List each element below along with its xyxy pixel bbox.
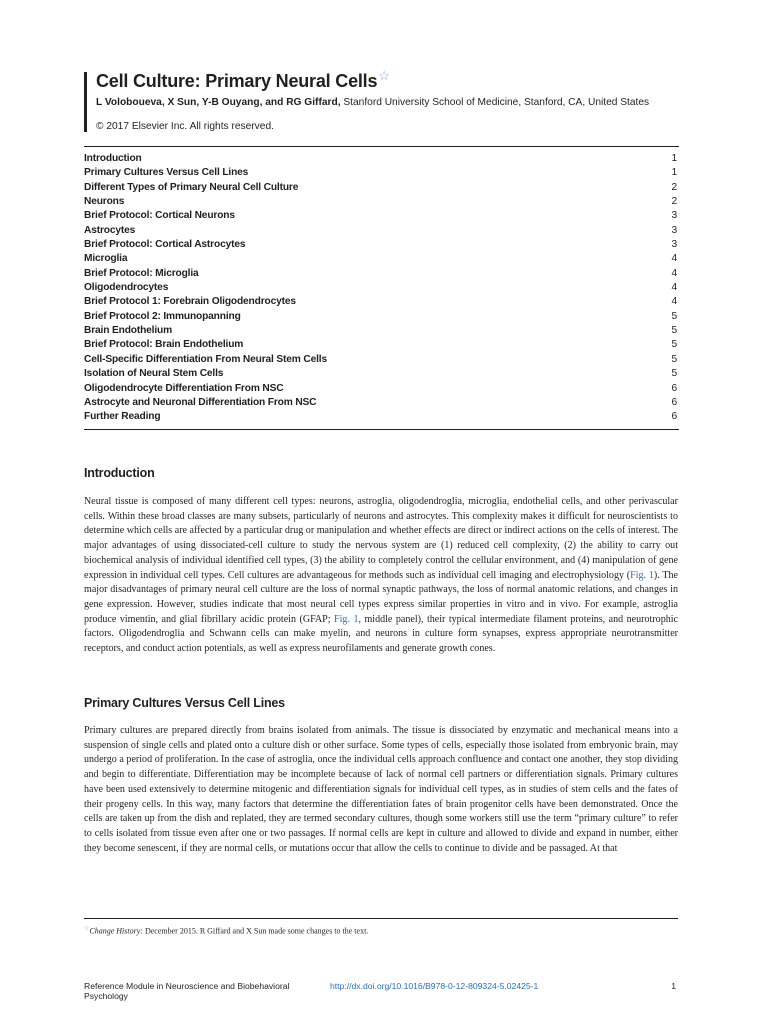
change-history-star-icon[interactable]: ☆ — [378, 68, 390, 83]
toc-entry-label: Brief Protocol 2: Immunopanning — [84, 310, 241, 322]
toc-entry[interactable] — [84, 396, 679, 410]
section-heading-primary-cultures: Primary Cultures Versus Cell Lines — [84, 696, 285, 710]
footnote-rule — [84, 918, 678, 919]
toc-entry[interactable] — [84, 252, 679, 266]
authors: L Voloboueva, X Sun, Y-B Ouyang, and RG Giffard, — [96, 97, 341, 108]
toc-entry[interactable] — [84, 224, 679, 238]
toc-entry-page: 1 — [671, 167, 677, 179]
toc-entry-page: 3 — [671, 239, 677, 251]
toc-entry[interactable] — [84, 310, 679, 324]
affiliation: Stanford University School of Medicine, Stanford, CA, United States — [340, 97, 650, 108]
toc-entry-label: Oligodendrocytes — [84, 282, 169, 294]
toc-entry-page: 6 — [671, 396, 677, 408]
toc-entry[interactable] — [84, 353, 679, 367]
toc-entry[interactable] — [84, 209, 679, 223]
toc-entry-label: Further Reading — [84, 411, 161, 423]
primary-cultures-paragraph: Primary cultures are prepared directly from brains isolated from animals. The tissue is dissociated by enzymatic and mechanical means into a suspension of single cells and plated onto a culture dish or other surface. Some types of cells, especially those isolated from embryonic brain, may undergo a period of proliferation. In the case of astroglia, once the individual cells approach confluence and contact one another, they stop dividing and begin to differentiate. Differentiation may be incomplete because of lack of normal cell partners or differentiation signals. Primary cultures have been used extensively to determine mitogenic and differentiation signals for individual cell types, as in studies of stem cells and the fates of their progeny cells. In this way, many factors that determine the differentiation fates of brain progenitor cells have been demonstrated. Once the cells are taken up from the dish and replated, they are termed secondary cultures, though some workers still use the term “primary culture” to refer to cells isolated from tissue even after one or two passages. If normal cells are kept in culture and allowed to divide and expand in number, either they become senescent, if they are normal cells, or mutations occur that allow the cells to continue to divide and be passaged. At that — [84, 725, 678, 854]
toc-entry-page: 6 — [671, 382, 677, 394]
toc-entry[interactable] — [84, 410, 679, 424]
toc-entry-page: 4 — [671, 282, 677, 294]
footer-source: Reference Module in Neuroscience and Biobehavioral Psychology — [84, 981, 290, 1001]
toc-entry-page: 3 — [671, 224, 677, 236]
toc-entry[interactable] — [84, 338, 679, 352]
toc-entry[interactable] — [84, 267, 679, 281]
toc-entry[interactable] — [84, 295, 679, 309]
toc-entry-page: 4 — [671, 267, 677, 279]
toc-entry[interactable] — [84, 181, 679, 195]
introduction-paragraph: Neural tissue is composed of many different cell types: neurons, astroglia, oligodendroglia, microglia, endothelial cells, and other perivascular cells. Within these broad classes are many subsets, particularly of neurons and astrocytes. This complexity makes it difficult for neuroscientists to determine which cells are affected by a particular drug or manipulation and whether effects are direct or indirect actions on the cells of interest. The major advantages of using dissociated-cell culture to study the nervous system are (1) reduced cell complexity, (2) the ability to carry out biochemical analysis of individual identified cell types, (3) the ability to completely control the cellular environment, and (4) manipulation of gene expression in individual cell types. Cell cultures are advantageous for methods such as individual cell imaging and electrophysiology (Fig. 1). The major disadvantages of primary neural cell culture are the loss of normal synaptic pathways, the loss of normal anatomic relations, and changes in gene expression. However, studies indicate that most neural cell types express similar properties in vitro and in vivo. For example, astroglia produce vimentin, and glial fibrillary acidic protein (GFAP; Fig. 1, middle panel), their typical intermediate filament proteins, and neurotrophic factors. Oligodendroglia and Schwann cells can make myelin, and neurons in culture form synapses, express appropriate neurotransmitter receptors, and conduct action potentials, as well as express neurofilaments and generate growth cones. — [84, 496, 678, 655]
toc-entry-label: Brief Protocol: Cortical Astrocytes — [84, 239, 246, 251]
article-title — [96, 68, 390, 92]
footnote-star-icon: ☆ — [84, 926, 90, 932]
toc-entry-page: 5 — [671, 339, 677, 351]
toc-entry-page: 1 — [671, 153, 677, 164]
toc-entry[interactable] — [84, 281, 679, 295]
section-heading-introduction: Introduction — [84, 466, 155, 480]
toc-entry-label: Different Types of Primary Neural Cell Culture — [84, 181, 299, 193]
toc-entry-page: 2 — [671, 196, 677, 208]
toc-entry-label: Astrocytes — [84, 224, 136, 236]
footnote: ☆Change History: December 2015. R Giffard and X Sun made some changes to the text. — [84, 926, 369, 936]
toc-entry-label: Brief Protocol: Brain Endothelium — [84, 339, 244, 351]
toc-entry-page: 6 — [671, 411, 677, 423]
toc-entry-label: Oligodendrocyte Differentiation From NSC — [84, 382, 284, 394]
page-number: 1 — [671, 981, 676, 991]
toc-entry-label: Microglia — [84, 253, 128, 265]
toc-entry[interactable] — [84, 238, 679, 252]
toc-entry-label: Astrocyte and Neuronal Differentiation From NSC — [84, 396, 317, 408]
toc-entry-page: 2 — [671, 181, 677, 193]
page-footer — [84, 981, 678, 1001]
header-rule — [84, 72, 87, 132]
toc-entry[interactable] — [84, 367, 679, 381]
toc-entry-label: Neurons — [84, 196, 125, 208]
toc-entry-page: 5 — [671, 353, 677, 365]
toc-entry-label: Brain Endothelium — [84, 325, 173, 337]
toc-entry[interactable] — [84, 166, 679, 180]
author-line — [96, 97, 649, 108]
toc-entry-label: Brief Protocol: Cortical Neurons — [84, 210, 235, 222]
toc-entry-page: 4 — [671, 253, 677, 265]
toc-entry-page: 3 — [671, 210, 677, 222]
toc-entry[interactable] — [84, 324, 679, 338]
toc-entry-label: Brief Protocol: Microglia — [84, 267, 199, 279]
toc-entry-page: 5 — [671, 325, 677, 337]
toc-entry-label: Brief Protocol 1: Forebrain Oligodendrocytes — [84, 296, 296, 308]
toc-entry-label: Cell-Specific Differentiation From Neural Stem Cells — [84, 353, 327, 365]
table-of-contents — [84, 146, 679, 430]
figure-link[interactable]: Fig. 1 — [334, 613, 359, 625]
copyright: © 2017 Elsevier Inc. All rights reserved. — [96, 121, 274, 132]
doi-link[interactable]: http://dx.doi.org/10.1016/B978-0-12-809324-5.02425-1 — [330, 981, 539, 991]
toc-entry[interactable] — [84, 195, 679, 209]
toc-entry-label: Primary Cultures Versus Cell Lines — [84, 167, 249, 179]
title-text: Cell Culture: Primary Neural Cells — [96, 71, 378, 91]
toc-entry[interactable] — [84, 382, 679, 396]
toc-entry-page: 5 — [671, 310, 677, 322]
toc-entry-page: 4 — [671, 296, 677, 308]
toc-entry-label: Isolation of Neural Stem Cells — [84, 368, 224, 380]
toc-entry-page: 5 — [671, 368, 677, 380]
toc-entry-label: Introduction — [84, 153, 142, 164]
toc-entry[interactable] — [84, 152, 679, 166]
figure-link[interactable]: Fig. 1 — [630, 569, 654, 581]
